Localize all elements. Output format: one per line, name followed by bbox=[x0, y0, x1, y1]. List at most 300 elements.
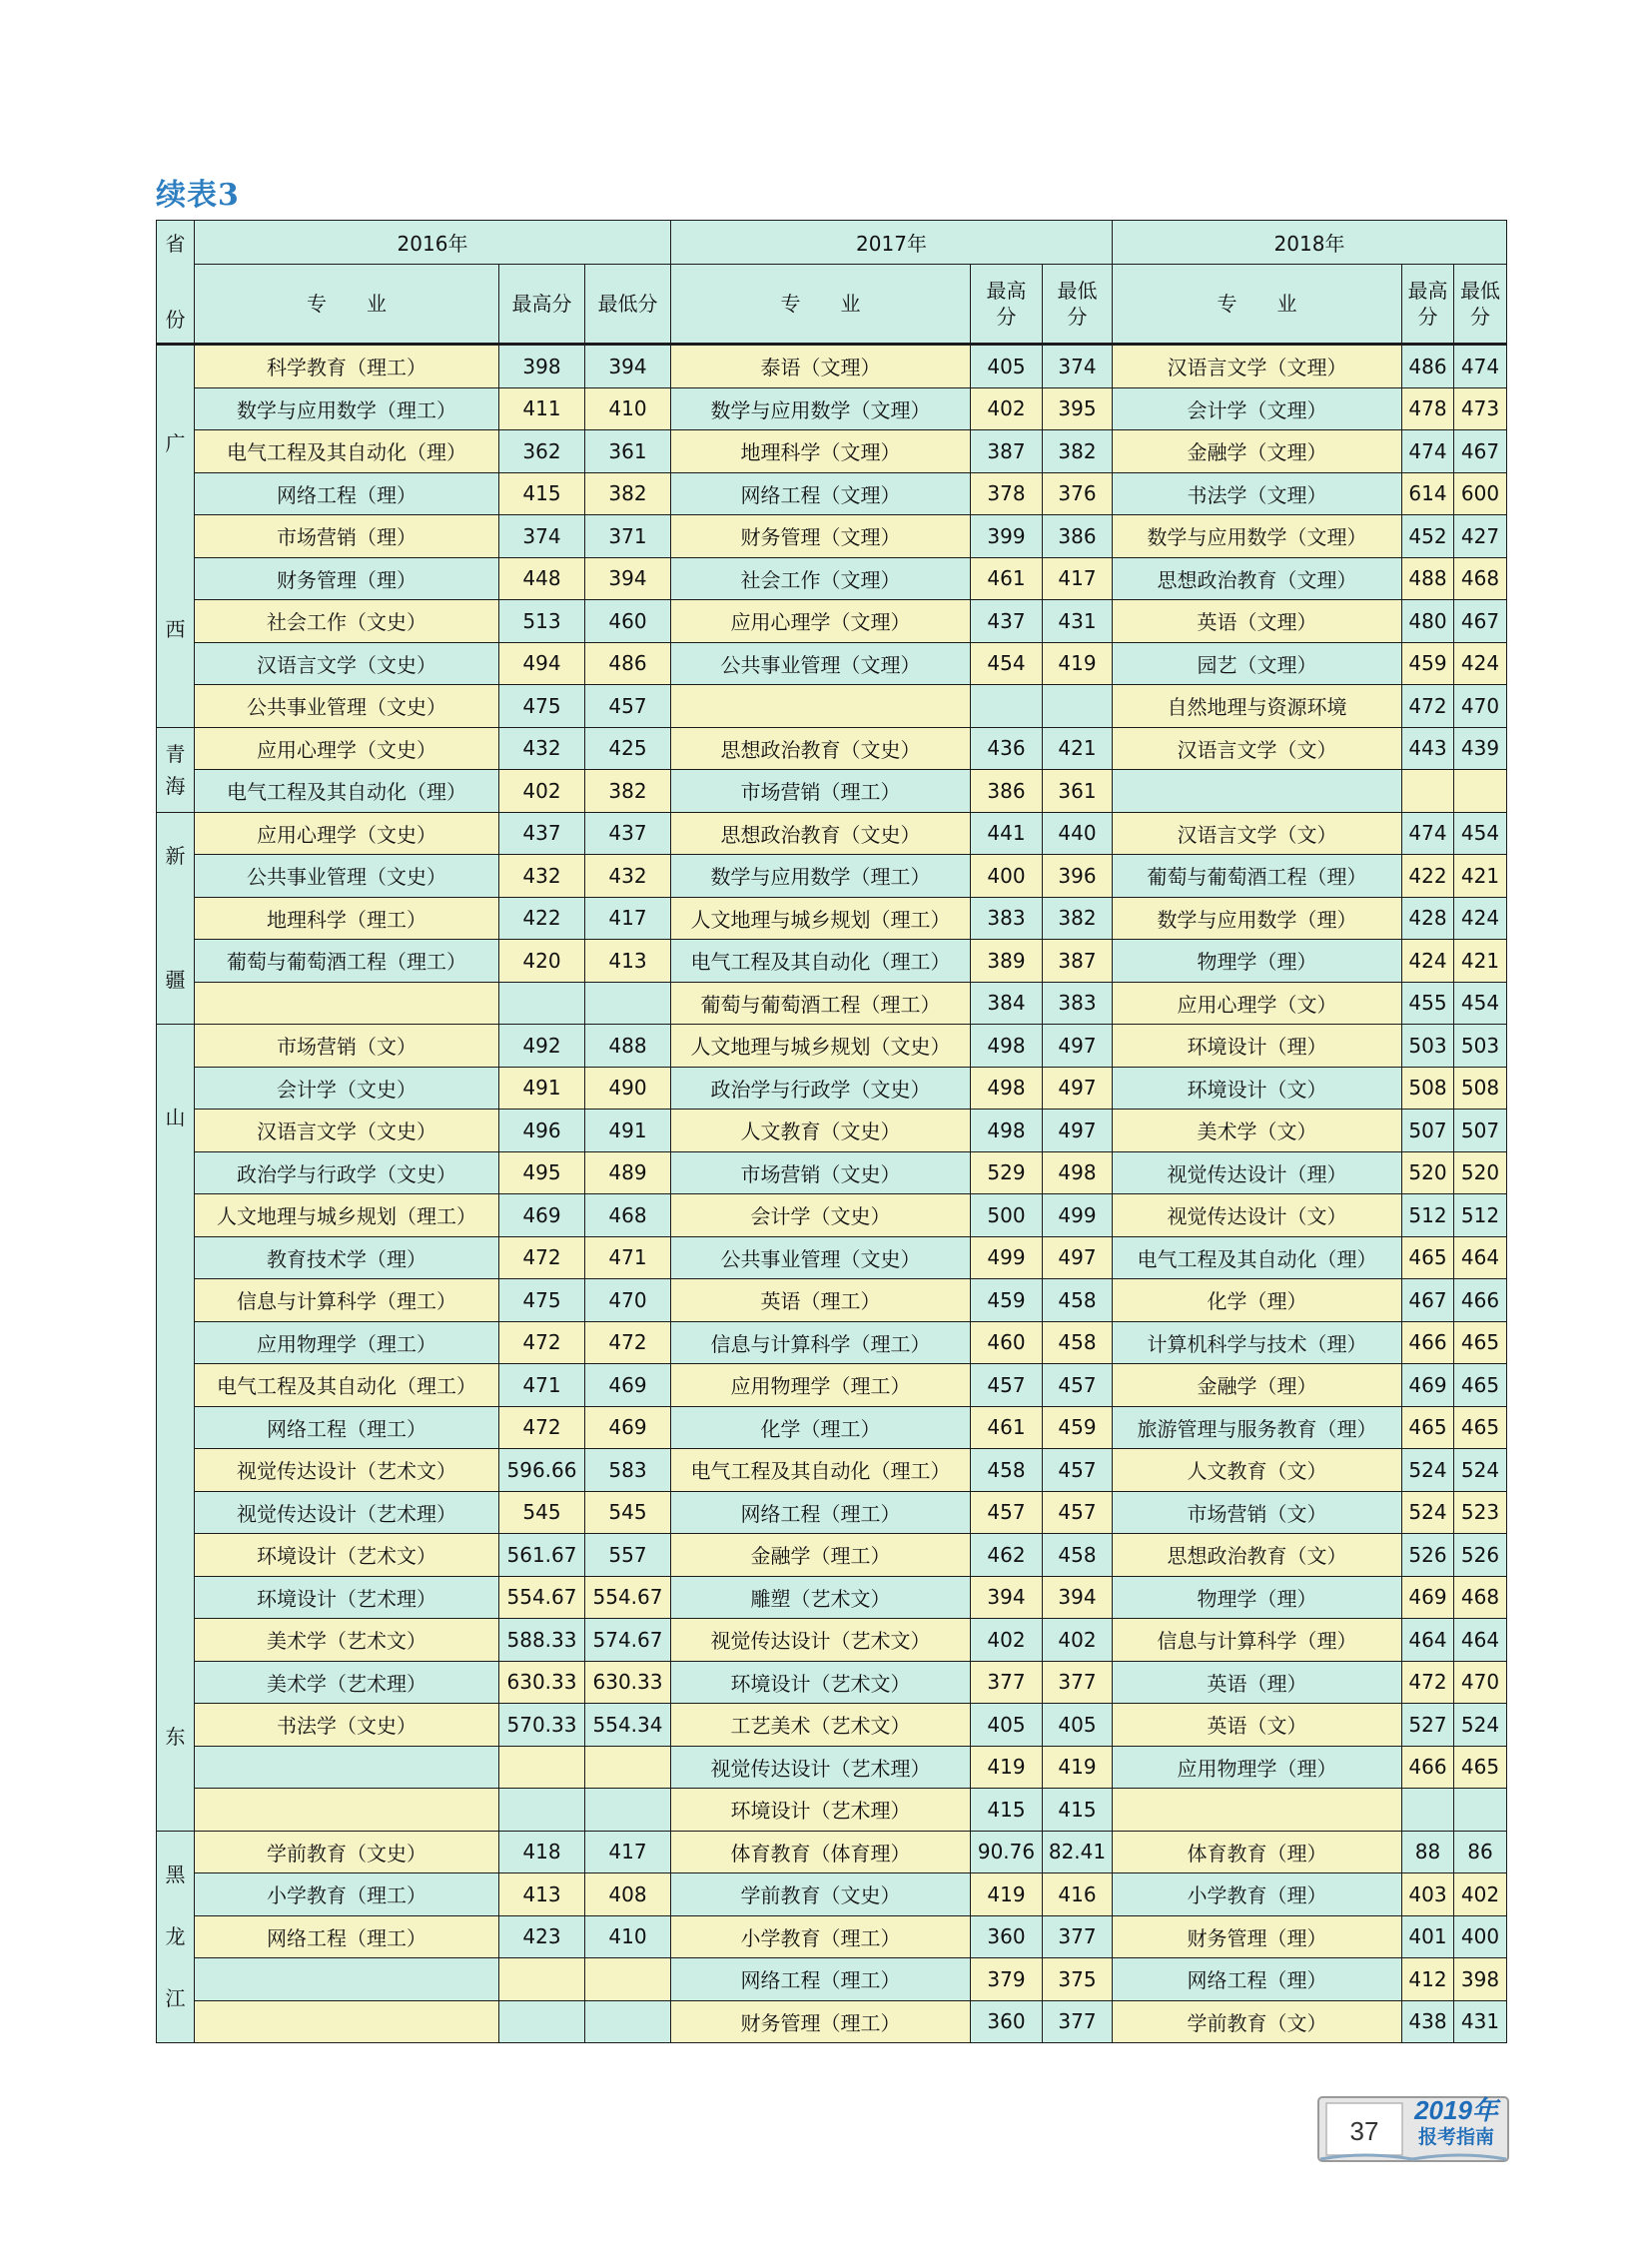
high-score-cell: 486 bbox=[1402, 345, 1454, 388]
high-score-cell bbox=[1402, 1789, 1454, 1832]
high-score-cell: 386 bbox=[971, 770, 1043, 813]
low-score-cell: 469 bbox=[585, 1364, 671, 1407]
major-cell: 雕塑（艺术文） bbox=[671, 1576, 971, 1619]
high-score-cell: 437 bbox=[499, 812, 585, 855]
low-score-cell: 458 bbox=[1043, 1321, 1113, 1364]
major-cell: 汉语言文学（文） bbox=[1113, 727, 1402, 770]
low-score-cell: 417 bbox=[585, 897, 671, 940]
high-score-cell: 422 bbox=[1402, 855, 1454, 898]
high-score-cell: 436 bbox=[971, 727, 1043, 770]
high-score-cell: 360 bbox=[971, 1915, 1043, 1958]
low-score-cell: 467 bbox=[1454, 430, 1507, 473]
major-cell: 数学与应用数学（文理） bbox=[671, 387, 971, 430]
low-score-cell: 413 bbox=[585, 940, 671, 983]
low-score-header-2018: 最低 分 bbox=[1454, 265, 1507, 345]
major-cell: 应用心理学（文史） bbox=[195, 812, 499, 855]
major-cell: 书法学（文史） bbox=[195, 1704, 499, 1747]
low-score-cell: 512 bbox=[1454, 1194, 1507, 1237]
low-score-cell: 470 bbox=[1454, 1661, 1507, 1704]
high-score-cell: 405 bbox=[971, 345, 1043, 388]
major-cell: 地理科学（理工） bbox=[195, 897, 499, 940]
high-score-cell: 469 bbox=[1402, 1364, 1454, 1407]
low-score-cell: 600 bbox=[1454, 472, 1507, 515]
low-score-cell: 523 bbox=[1454, 1491, 1507, 1534]
low-score-cell: 458 bbox=[1043, 1534, 1113, 1577]
low-score-cell: 524 bbox=[1454, 1704, 1507, 1747]
major-cell: 金融学（理） bbox=[1113, 1364, 1402, 1407]
major-cell: 应用心理学（文理） bbox=[671, 600, 971, 643]
high-score-cell: 496 bbox=[499, 1110, 585, 1152]
high-score-cell: 419 bbox=[971, 1746, 1043, 1789]
low-score-cell: 488 bbox=[585, 1025, 671, 1068]
major-cell: 人文地理与城乡规划（理工） bbox=[195, 1194, 499, 1237]
high-score-cell: 443 bbox=[1402, 727, 1454, 770]
high-score-cell: 460 bbox=[971, 1321, 1043, 1364]
high-score-cell: 462 bbox=[971, 1534, 1043, 1577]
high-score-cell: 507 bbox=[1402, 1110, 1454, 1152]
major-cell: 环境设计（文） bbox=[1113, 1067, 1402, 1110]
major-cell: 物理学（理） bbox=[1113, 940, 1402, 983]
table-row bbox=[157, 1236, 1507, 1279]
high-score-cell: 374 bbox=[499, 515, 585, 558]
low-score-cell: 457 bbox=[585, 685, 671, 728]
low-score-cell: 417 bbox=[585, 1831, 671, 1873]
major-cell: 英语（理工） bbox=[671, 1279, 971, 1322]
low-score-cell: 424 bbox=[1454, 897, 1507, 940]
major-cell: 财务管理（文理） bbox=[671, 515, 971, 558]
major-cell: 社会工作（文史） bbox=[195, 600, 499, 643]
high-score-cell: 428 bbox=[1402, 897, 1454, 940]
province-cell: 青 海 bbox=[157, 727, 195, 812]
major-cell: 信息与计算科学（理） bbox=[1113, 1619, 1402, 1662]
year-2017-header: 2017年 bbox=[671, 221, 1113, 265]
high-score-cell: 471 bbox=[499, 1364, 585, 1407]
low-score-cell: 630.33 bbox=[585, 1661, 671, 1704]
major-cell: 电气工程及其自动化（理） bbox=[1113, 1236, 1402, 1279]
major-cell bbox=[195, 1789, 499, 1832]
high-score-cell: 88 bbox=[1402, 1831, 1454, 1873]
table-row bbox=[157, 1321, 1507, 1364]
low-score-cell: 464 bbox=[1454, 1236, 1507, 1279]
low-score-cell: 408 bbox=[585, 1873, 671, 1916]
major-cell: 公共事业管理（文史） bbox=[671, 1236, 971, 1279]
table-row bbox=[157, 472, 1507, 515]
high-score-cell: 491 bbox=[499, 1067, 585, 1110]
table-row bbox=[157, 345, 1507, 388]
major-cell: 思想政治教育（文史） bbox=[671, 812, 971, 855]
major-cell: 数学与应用数学（理工） bbox=[671, 855, 971, 898]
major-cell: 工艺美术（艺术文） bbox=[671, 1704, 971, 1747]
high-score-cell: 527 bbox=[1402, 1704, 1454, 1747]
low-score-cell: 508 bbox=[1454, 1067, 1507, 1110]
low-score-cell: 387 bbox=[1043, 940, 1113, 983]
major-cell: 网络工程（理工） bbox=[671, 1491, 971, 1534]
low-score-cell: 458 bbox=[1043, 1279, 1113, 1322]
low-score-cell: 471 bbox=[585, 1236, 671, 1279]
province-cell: 广 西 bbox=[157, 345, 195, 728]
high-score-header-2018: 最高 分 bbox=[1402, 265, 1454, 345]
high-score-cell: 526 bbox=[1402, 1534, 1454, 1577]
table-row bbox=[157, 770, 1507, 813]
high-score-cell: 415 bbox=[971, 1789, 1043, 1832]
major-cell bbox=[1113, 770, 1402, 813]
table-body bbox=[157, 345, 1507, 2043]
year-2016-header: 2016年 bbox=[195, 221, 671, 265]
major-cell: 财务管理（理） bbox=[1113, 1915, 1402, 1958]
low-score-cell: 371 bbox=[585, 515, 671, 558]
major-cell: 葡萄与葡萄酒工程（理工） bbox=[195, 940, 499, 983]
high-score-cell: 413 bbox=[499, 1873, 585, 1916]
major-cell: 思想政治教育（文史） bbox=[671, 727, 971, 770]
low-score-cell: 486 bbox=[585, 642, 671, 685]
high-score-cell: 561.67 bbox=[499, 1534, 585, 1577]
high-score-cell: 394 bbox=[971, 1576, 1043, 1619]
low-score-cell: 437 bbox=[585, 812, 671, 855]
low-score-cell: 472 bbox=[585, 1321, 671, 1364]
low-score-cell bbox=[1454, 770, 1507, 813]
major-cell: 视觉传达设计（理） bbox=[1113, 1151, 1402, 1194]
low-score-cell: 459 bbox=[1043, 1406, 1113, 1449]
low-score-cell: 457 bbox=[1043, 1364, 1113, 1407]
high-score-cell: 492 bbox=[499, 1025, 585, 1068]
high-score-cell bbox=[499, 1789, 585, 1832]
major-cell: 学前教育（文史） bbox=[195, 1831, 499, 1873]
low-score-cell: 396 bbox=[1043, 855, 1113, 898]
high-score-cell: 403 bbox=[1402, 1873, 1454, 1916]
high-score-cell: 424 bbox=[1402, 940, 1454, 983]
table-row bbox=[157, 1915, 1507, 1958]
high-score-cell: 513 bbox=[499, 600, 585, 643]
major-cell bbox=[195, 982, 499, 1025]
high-score-cell: 524 bbox=[1402, 1491, 1454, 1534]
major-cell: 视觉传达设计（艺术文） bbox=[195, 1449, 499, 1492]
low-score-cell: 473 bbox=[1454, 387, 1507, 430]
low-score-cell bbox=[585, 982, 671, 1025]
high-score-cell: 457 bbox=[971, 1364, 1043, 1407]
low-score-cell: 499 bbox=[1043, 1194, 1113, 1237]
major-cell: 体育教育（体育理） bbox=[671, 1831, 971, 1873]
high-score-cell: 472 bbox=[1402, 1661, 1454, 1704]
table-row bbox=[157, 600, 1507, 643]
low-score-cell: 421 bbox=[1454, 855, 1507, 898]
low-score-cell: 520 bbox=[1454, 1151, 1507, 1194]
low-score-cell: 383 bbox=[1043, 982, 1113, 1025]
high-score-cell: 474 bbox=[1402, 430, 1454, 473]
low-score-cell: 421 bbox=[1043, 727, 1113, 770]
low-score-cell: 394 bbox=[1043, 1576, 1113, 1619]
table-row bbox=[157, 1491, 1507, 1534]
major-cell: 会计学（文史） bbox=[195, 1067, 499, 1110]
high-score-header-2017: 最高 分 bbox=[971, 265, 1043, 345]
high-score-cell: 378 bbox=[971, 472, 1043, 515]
high-score-cell: 420 bbox=[499, 940, 585, 983]
high-score-cell: 360 bbox=[971, 2000, 1043, 2043]
major-cell: 网络工程（理工） bbox=[195, 1915, 499, 1958]
major-cell: 市场营销（文） bbox=[195, 1025, 499, 1068]
high-score-cell: 459 bbox=[971, 1279, 1043, 1322]
low-score-cell: 497 bbox=[1043, 1110, 1113, 1152]
major-cell: 政治学与行政学（文史） bbox=[671, 1067, 971, 1110]
high-score-cell: 387 bbox=[971, 430, 1043, 473]
province-cell: 黑 龙 江 bbox=[157, 1831, 195, 2043]
high-score-cell: 474 bbox=[1402, 812, 1454, 855]
table-row bbox=[157, 557, 1507, 600]
table-row bbox=[157, 855, 1507, 898]
major-cell: 英语（文理） bbox=[1113, 600, 1402, 643]
major-cell: 网络工程（文理） bbox=[671, 472, 971, 515]
high-score-cell: 432 bbox=[499, 855, 585, 898]
major-cell: 思想政治教育（文） bbox=[1113, 1534, 1402, 1577]
low-score-cell: 410 bbox=[585, 1915, 671, 1958]
major-cell: 体育教育（理） bbox=[1113, 1831, 1402, 1873]
major-cell: 数学与应用数学（理工） bbox=[195, 387, 499, 430]
table-row bbox=[157, 515, 1507, 558]
low-score-cell: 374 bbox=[1043, 345, 1113, 388]
low-score-cell: 545 bbox=[585, 1491, 671, 1534]
high-score-cell: 570.33 bbox=[499, 1704, 585, 1747]
major-cell: 美术学（艺术理） bbox=[195, 1661, 499, 1704]
low-score-header-2017: 最低 分 bbox=[1043, 265, 1113, 345]
major-cell: 应用物理学（理工） bbox=[671, 1364, 971, 1407]
table-row bbox=[157, 1958, 1507, 2001]
major-cell: 计算机科学与技术（理） bbox=[1113, 1321, 1402, 1364]
high-score-cell: 441 bbox=[971, 812, 1043, 855]
major-cell: 人文地理与城乡规划（文史） bbox=[671, 1025, 971, 1068]
high-score-cell: 472 bbox=[499, 1406, 585, 1449]
low-score-cell: 489 bbox=[585, 1151, 671, 1194]
high-score-cell: 466 bbox=[1402, 1746, 1454, 1789]
major-cell: 书法学（文理） bbox=[1113, 472, 1402, 515]
major-cell: 学前教育（文史） bbox=[671, 1873, 971, 1916]
major-cell bbox=[671, 685, 971, 728]
major-cell: 旅游管理与服务教育（理） bbox=[1113, 1406, 1402, 1449]
major-cell: 小学教育（理工） bbox=[671, 1915, 971, 1958]
high-score-cell: 383 bbox=[971, 897, 1043, 940]
major-header-2016: 专 业 bbox=[195, 265, 499, 345]
table-row bbox=[157, 1279, 1507, 1322]
low-score-cell: 394 bbox=[585, 345, 671, 388]
major-cell: 财务管理（理工） bbox=[671, 2000, 971, 2043]
high-score-cell: 454 bbox=[971, 642, 1043, 685]
major-cell bbox=[195, 1746, 499, 1789]
high-score-cell: 458 bbox=[971, 1449, 1043, 1492]
major-cell: 数学与应用数学（理） bbox=[1113, 897, 1402, 940]
major-cell: 英语（理） bbox=[1113, 1661, 1402, 1704]
high-score-cell: 495 bbox=[499, 1151, 585, 1194]
major-cell: 视觉传达设计（艺术文） bbox=[671, 1619, 971, 1662]
table-row bbox=[157, 1067, 1507, 1110]
low-score-cell: 503 bbox=[1454, 1025, 1507, 1068]
major-cell: 政治学与行政学（文史） bbox=[195, 1151, 499, 1194]
high-score-cell: 455 bbox=[1402, 982, 1454, 1025]
major-cell: 环境设计（艺术文） bbox=[195, 1534, 499, 1577]
major-cell: 美术学（艺术文） bbox=[195, 1619, 499, 1662]
low-score-cell: 417 bbox=[1043, 557, 1113, 600]
high-score-cell: 588.33 bbox=[499, 1619, 585, 1662]
table-row bbox=[157, 1789, 1507, 1832]
low-score-cell: 464 bbox=[1454, 1619, 1507, 1662]
low-score-cell: 382 bbox=[585, 472, 671, 515]
major-cell: 葡萄与葡萄酒工程（理） bbox=[1113, 855, 1402, 898]
low-score-cell: 432 bbox=[585, 855, 671, 898]
high-score-cell bbox=[499, 982, 585, 1025]
high-score-cell: 423 bbox=[499, 1915, 585, 1958]
major-cell: 视觉传达设计（艺术理） bbox=[671, 1746, 971, 1789]
low-score-cell: 554.34 bbox=[585, 1704, 671, 1747]
low-score-cell: 498 bbox=[1043, 1151, 1113, 1194]
high-score-cell: 401 bbox=[1402, 1915, 1454, 1958]
high-score-cell: 480 bbox=[1402, 600, 1454, 643]
low-score-cell: 394 bbox=[585, 557, 671, 600]
high-score-cell: 379 bbox=[971, 1958, 1043, 2001]
high-score-cell: 389 bbox=[971, 940, 1043, 983]
table-row bbox=[157, 387, 1507, 430]
high-score-cell: 405 bbox=[971, 1704, 1043, 1747]
low-score-cell: 386 bbox=[1043, 515, 1113, 558]
major-cell: 思想政治教育（文理） bbox=[1113, 557, 1402, 600]
low-score-cell bbox=[1043, 685, 1113, 728]
high-score-cell: 400 bbox=[971, 855, 1043, 898]
major-cell: 公共事业管理（文史） bbox=[195, 855, 499, 898]
high-score-cell: 412 bbox=[1402, 1958, 1454, 2001]
high-score-cell: 399 bbox=[971, 515, 1043, 558]
high-score-cell: 512 bbox=[1402, 1194, 1454, 1237]
major-cell: 信息与计算科学（理工） bbox=[671, 1321, 971, 1364]
major-cell: 泰语（文理） bbox=[671, 345, 971, 388]
admission-score-table bbox=[156, 220, 1507, 2043]
major-cell: 公共事业管理（文理） bbox=[671, 642, 971, 685]
low-score-cell: 470 bbox=[585, 1279, 671, 1322]
major-cell: 网络工程（理工） bbox=[195, 1406, 499, 1449]
major-cell: 电气工程及其自动化（理工） bbox=[195, 1364, 499, 1407]
high-score-cell: 467 bbox=[1402, 1279, 1454, 1322]
table-row bbox=[157, 1746, 1507, 1789]
high-score-cell: 554.67 bbox=[499, 1576, 585, 1619]
low-score-cell: 416 bbox=[1043, 1873, 1113, 1916]
table-row bbox=[157, 812, 1507, 855]
low-score-cell: 382 bbox=[1043, 430, 1113, 473]
major-cell: 电气工程及其自动化（理工） bbox=[671, 1449, 971, 1492]
major-cell: 人文地理与城乡规划（理工） bbox=[671, 897, 971, 940]
high-score-cell: 419 bbox=[971, 1873, 1043, 1916]
table-row bbox=[157, 1704, 1507, 1747]
high-score-cell: 384 bbox=[971, 982, 1043, 1025]
major-cell: 应用心理学（文史） bbox=[195, 727, 499, 770]
major-cell: 教育技术学（理） bbox=[195, 1236, 499, 1279]
low-score-cell: 86 bbox=[1454, 1831, 1507, 1873]
high-score-cell: 438 bbox=[1402, 2000, 1454, 2043]
table-row bbox=[157, 727, 1507, 770]
major-cell: 电气工程及其自动化（理工） bbox=[671, 940, 971, 983]
low-score-header-2016: 最低分 bbox=[585, 265, 671, 345]
major-cell: 汉语言文学（文） bbox=[1113, 812, 1402, 855]
major-cell: 化学（理） bbox=[1113, 1279, 1402, 1322]
low-score-cell: 424 bbox=[1454, 642, 1507, 685]
major-cell: 环境设计（艺术理） bbox=[195, 1576, 499, 1619]
low-score-cell bbox=[1454, 1789, 1507, 1832]
major-cell: 应用物理学（理工） bbox=[195, 1321, 499, 1364]
major-header-2018: 专 业 bbox=[1113, 265, 1402, 345]
major-cell bbox=[195, 1958, 499, 2001]
major-cell: 市场营销（理） bbox=[195, 515, 499, 558]
major-cell: 小学教育（理工） bbox=[195, 1873, 499, 1916]
low-score-cell: 410 bbox=[585, 387, 671, 430]
major-cell: 人文教育（文） bbox=[1113, 1449, 1402, 1492]
low-score-cell: 466 bbox=[1454, 1279, 1507, 1322]
high-score-cell: 475 bbox=[499, 685, 585, 728]
high-score-cell: 402 bbox=[499, 770, 585, 813]
high-score-cell: 498 bbox=[971, 1025, 1043, 1068]
low-score-cell: 439 bbox=[1454, 727, 1507, 770]
major-cell: 市场营销（文） bbox=[1113, 1491, 1402, 1534]
high-score-cell: 411 bbox=[499, 387, 585, 430]
low-score-cell: 376 bbox=[1043, 472, 1113, 515]
high-score-cell: 472 bbox=[499, 1236, 585, 1279]
low-score-cell: 382 bbox=[1043, 897, 1113, 940]
low-score-cell: 574.67 bbox=[585, 1619, 671, 1662]
major-cell: 应用心理学（文） bbox=[1113, 982, 1402, 1025]
low-score-cell: 465 bbox=[1454, 1364, 1507, 1407]
high-score-cell bbox=[971, 685, 1043, 728]
low-score-cell: 419 bbox=[1043, 1746, 1113, 1789]
table-row bbox=[157, 1873, 1507, 1916]
major-cell: 网络工程（理） bbox=[1113, 1958, 1402, 2001]
high-score-cell: 459 bbox=[1402, 642, 1454, 685]
low-score-cell: 524 bbox=[1454, 1449, 1507, 1492]
high-score-cell: 498 bbox=[971, 1110, 1043, 1152]
province-header: 省 份 bbox=[157, 221, 195, 345]
high-score-cell bbox=[1402, 770, 1454, 813]
guide-logo-year: 2019年 bbox=[1414, 2095, 1498, 2125]
high-score-cell bbox=[499, 1746, 585, 1789]
low-score-cell: 382 bbox=[585, 770, 671, 813]
high-score-cell: 452 bbox=[1402, 515, 1454, 558]
major-cell: 视觉传达设计（文） bbox=[1113, 1194, 1402, 1237]
major-cell: 英语（文） bbox=[1113, 1704, 1402, 1747]
low-score-cell: 457 bbox=[1043, 1491, 1113, 1534]
low-score-cell: 457 bbox=[1043, 1449, 1113, 1492]
high-score-cell: 494 bbox=[499, 642, 585, 685]
high-score-cell: 418 bbox=[499, 1831, 585, 1873]
low-score-cell: 470 bbox=[1454, 685, 1507, 728]
major-cell: 公共事业管理（文史） bbox=[195, 685, 499, 728]
high-score-cell: 437 bbox=[971, 600, 1043, 643]
major-cell: 网络工程（理工） bbox=[671, 1958, 971, 2001]
table-row bbox=[157, 1576, 1507, 1619]
high-score-cell: 465 bbox=[1402, 1406, 1454, 1449]
low-score-cell: 460 bbox=[585, 600, 671, 643]
low-score-cell: 431 bbox=[1454, 2000, 1507, 2043]
province-cell: 新 疆 bbox=[157, 812, 195, 1025]
low-score-cell: 377 bbox=[1043, 2000, 1113, 2043]
low-score-cell: 497 bbox=[1043, 1025, 1113, 1068]
high-score-cell: 362 bbox=[499, 430, 585, 473]
table-row bbox=[157, 430, 1507, 473]
low-score-cell: 82.41 bbox=[1043, 1831, 1113, 1873]
high-score-cell: 545 bbox=[499, 1491, 585, 1534]
low-score-cell: 469 bbox=[585, 1406, 671, 1449]
major-cell: 环境设计（艺术理） bbox=[671, 1789, 971, 1832]
low-score-cell: 377 bbox=[1043, 1915, 1113, 1958]
low-score-cell: 415 bbox=[1043, 1789, 1113, 1832]
low-score-cell bbox=[585, 1958, 671, 2001]
table-row bbox=[157, 1025, 1507, 1068]
major-cell: 会计学（文史） bbox=[671, 1194, 971, 1237]
major-cell: 学前教育（文） bbox=[1113, 2000, 1402, 2043]
high-score-cell: 500 bbox=[971, 1194, 1043, 1237]
low-score-cell: 361 bbox=[1043, 770, 1113, 813]
high-score-cell: 596.66 bbox=[499, 1449, 585, 1492]
